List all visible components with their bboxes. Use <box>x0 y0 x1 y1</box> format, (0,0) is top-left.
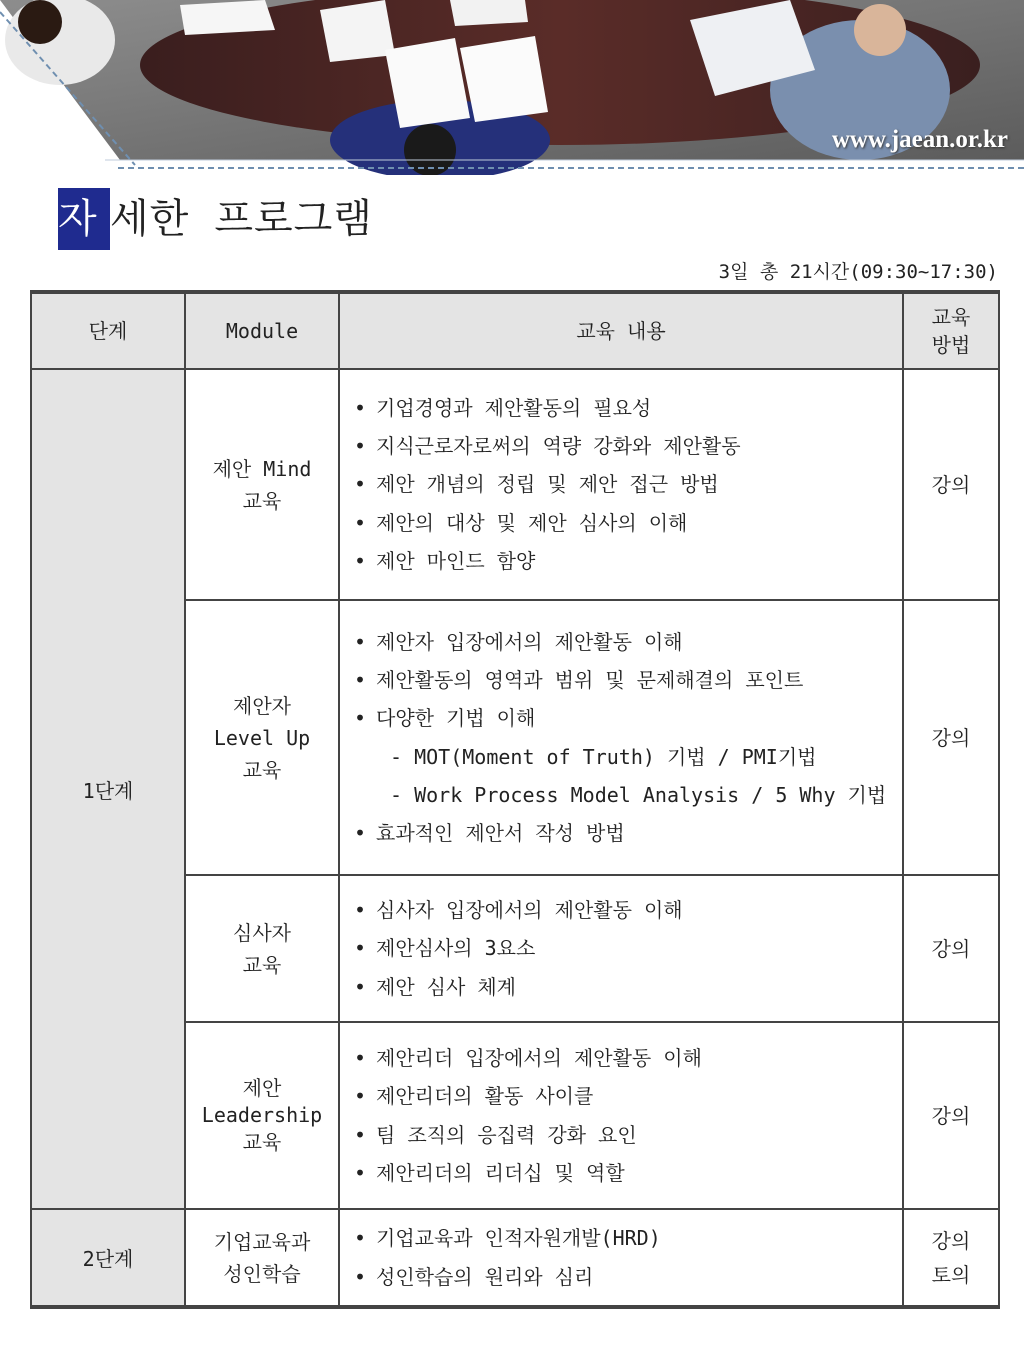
method-line: 토의 <box>931 1262 971 1287</box>
list-item: • 제안자 입장에서의 제안활동 이해 <box>354 629 683 654</box>
module-line: 제안 Mind <box>212 456 312 481</box>
table-row <box>31 1209 999 1307</box>
module-line: 제안 <box>242 1076 282 1100</box>
content-cell <box>339 369 903 600</box>
list-item: • 제안 개념의 정립 및 제안 접근 방법 <box>354 472 719 497</box>
list-item: • 지식근로자로써의 역량 강화와 제안활동 <box>354 434 741 459</box>
list-item: • 제안 심사 체계 <box>354 974 517 999</box>
list-item: • 제안 마인드 함양 <box>354 548 536 573</box>
header-banner <box>0 0 1024 175</box>
list-item: • 성인학습의 원리와 심리 <box>354 1264 594 1289</box>
module-cell <box>185 1209 339 1307</box>
module-line: 제안자 <box>233 693 291 718</box>
site-url[interactable]: www.jaean.or.kr <box>831 126 1008 153</box>
module-line: 기업교육과 <box>213 1229 311 1254</box>
list-item: • 팀 조직의 응집력 강화 요인 <box>354 1122 637 1147</box>
content-cell <box>339 875 903 1022</box>
method-cell <box>903 1209 999 1307</box>
schedule-summary: 3일 총 21시간(09:30~17:30) <box>718 261 998 283</box>
module-cell <box>185 875 339 1022</box>
title-highlight-char: 자 <box>58 188 110 250</box>
module-line: 교육 <box>242 757 282 782</box>
page-title <box>58 188 373 250</box>
module-cell <box>185 369 339 600</box>
module-cell <box>185 600 339 875</box>
method-line: 강의 <box>931 725 971 750</box>
method-cell <box>903 369 999 600</box>
list-item: • 제안심사의 3요소 <box>354 936 536 961</box>
table-row <box>31 369 999 600</box>
list-item: • 제안의 대상 및 제안 심사의 이해 <box>354 510 688 535</box>
list-item: • 심사자 입장에서의 제안활동 이해 <box>354 898 683 923</box>
module-line: Level Up <box>213 725 311 750</box>
list-item: • 제안리더의 활동 사이클 <box>354 1084 594 1109</box>
module-line: 교육 <box>242 1130 282 1154</box>
method-line: 강의 <box>931 1228 971 1253</box>
list-item: • 효과적인 제안서 작성 방법 <box>354 821 625 846</box>
list-item: • 기업교육과 인적자원개발(HRD) <box>354 1226 661 1251</box>
method-cell <box>903 600 999 875</box>
table-header-row <box>31 292 999 369</box>
list-item: • 제안활동의 영역과 범위 및 문제해결의 포인트 <box>354 667 804 692</box>
header-method-line2: 방법 <box>931 333 971 357</box>
module-line: 심사자 <box>233 920 291 945</box>
method-cell <box>903 875 999 1022</box>
content-cell <box>339 600 903 875</box>
header-method-line1: 교육 <box>931 305 971 329</box>
list-item: • 제안리더 입장에서의 제안활동 이해 <box>354 1045 702 1070</box>
method-line: 강의 <box>931 1103 971 1128</box>
header-method <box>903 292 999 369</box>
list-item: • 다양한 기법 이해 <box>354 706 536 731</box>
header-content: 교육 내용 <box>339 292 903 369</box>
method-line: 강의 <box>931 472 971 497</box>
list-subitem: - Work Process Model Analysis / 5 Why 기법 <box>390 782 887 807</box>
list-item: • 기업경영과 제안활동의 필요성 <box>354 395 652 420</box>
list-subitem: - MOT(Moment of Truth) 기법 / PMI기법 <box>390 744 817 769</box>
stage-cell: 2단계 <box>31 1209 185 1307</box>
header-stage: 단계 <box>31 292 185 369</box>
list-item: • 제안리더의 리더십 및 역할 <box>354 1160 625 1185</box>
module-line: 교육 <box>242 952 282 977</box>
method-line: 강의 <box>931 936 971 961</box>
module-cell <box>185 1022 339 1209</box>
module-line: Leadership <box>201 1103 323 1127</box>
title-text: 세한 프로그램 <box>110 196 373 242</box>
stage-cell: 1단계 <box>31 369 185 1209</box>
program-table <box>30 290 1000 1309</box>
method-cell <box>903 1022 999 1209</box>
module-line: 교육 <box>242 488 282 513</box>
header-module: Module <box>185 292 339 369</box>
content-cell <box>339 1209 903 1307</box>
content-cell <box>339 1022 903 1209</box>
module-line: 성인학습 <box>223 1261 301 1286</box>
